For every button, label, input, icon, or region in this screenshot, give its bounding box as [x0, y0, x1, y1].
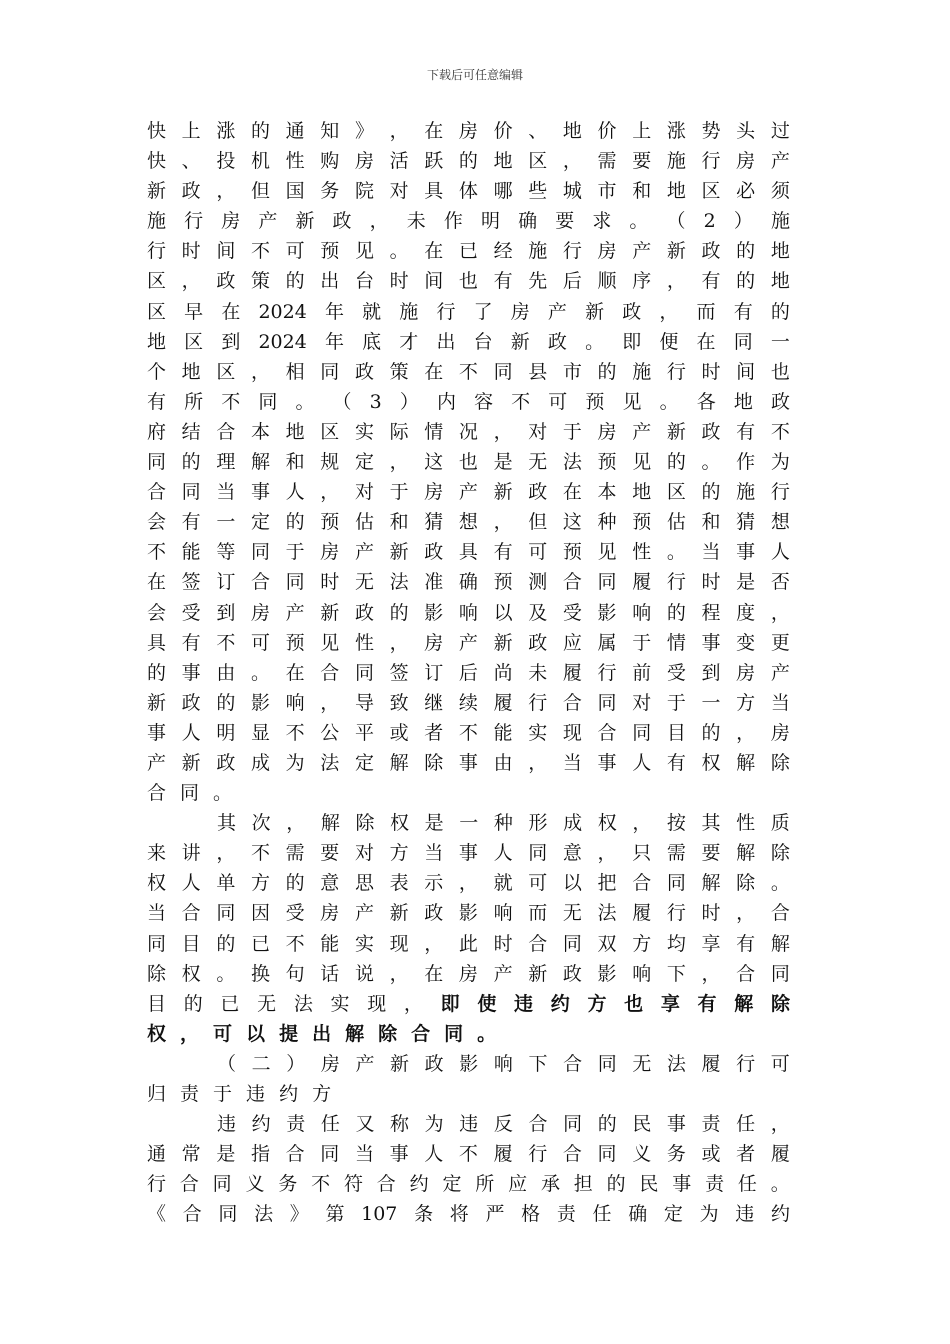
text-line: 产 新 政 成 为 法 定 解 除 事 由 ， 当 事 人 有 权 解 除 — [147, 751, 790, 774]
text-line: 同 的 理 解 和 规 定 ， 这 也 是 无 法 预 见 的 。 作 为 — [147, 451, 790, 474]
text-line: 具 有 不 可 预 见 性 ， 房 产 新 政 应 属 于 情 事 变 更 — [147, 631, 790, 654]
text-line: 不 能 等 同 于 房 产 新 政 具 有 可 预 见 性 。 当 事 人 — [147, 541, 790, 564]
text-line: 事 人 明 显 不 公 平 或 者 不 能 实 现 合 同 目 的 ， 房 — [147, 721, 790, 744]
text-line: 除 权 。 换 句 话 说 ， 在 房 产 新 政 影 响 下 ， 合 同 — [147, 962, 790, 985]
text-line: 府 结 合 本 地 区 实 际 情 况 ， 对 于 房 产 新 政 有 不 — [147, 420, 790, 443]
text-line: 个 地 区 ， 相 同 政 策 在 不 同 县 市 的 施 行 时 间 也 — [147, 360, 790, 383]
text-line: 会 有 一 定 的 预 估 和 猜 想 ， 但 这 种 预 估 和 猜 想 — [147, 511, 790, 534]
text-line: 其 次 ， 解 除 权 是 一 种 形 成 权 ， 按 其 性 质 — [217, 812, 790, 835]
text-line: 合 同 当 事 人 ， 对 于 房 产 新 政 在 本 地 区 的 施 行 — [147, 481, 790, 504]
text-line: 区 早 在 2024 年 就 施 行 了 房 产 新 政 ， 而 有 的 — [147, 300, 790, 323]
text-line: 新 政 ， 但 国 务 院 对 具 体 哪 些 城 市 和 地 区 必 须 — [147, 180, 790, 203]
text-line: 同 目 的 已 不 能 实 现 ， 此 时 合 同 双 方 均 享 有 解 — [147, 932, 790, 955]
text-line: （ 二 ） 房 产 新 政 影 响 下 合 同 无 法 履 行 可 — [217, 1052, 790, 1075]
text-line: 违 约 责 任 又 称 为 违 反 合 同 的 民 事 责 任 ， — [217, 1113, 790, 1136]
text-line: 有 所 不 同 。 （ 3 ） 内 容 不 可 预 见 。 各 地 政 — [147, 390, 790, 413]
text-line: 的 事 由 。 在 合 同 签 订 后 尚 未 履 行 前 受 到 房 产 — [147, 661, 790, 684]
text-line: 权 ， 可 以 提 出 解 除 合 同 。 — [147, 1022, 497, 1045]
text-line: 快 上 涨 的 通 知 》 ， 在 房 价 、 地 价 上 涨 势 头 过 — [147, 120, 790, 142]
text-line: 通 常 是 指 合 同 当 事 人 不 履 行 合 同 义 务 或 者 履 — [147, 1143, 790, 1166]
text-line: 在 签 订 合 同 时 无 法 准 确 预 测 合 同 履 行 时 是 否 — [147, 571, 790, 594]
page-header: 下载后可任意编辑 — [426, 68, 523, 82]
text-line: 目 的 已 无 法 实 现 ， 即 使 违 约 方 也 享 有 解 除 — [147, 992, 790, 1015]
text-line: 归 责 于 违 约 方 — [147, 1083, 332, 1105]
text-line: 地 区 到 2024 年 底 才 出 台 新 政 。 即 便 在 同 一 — [147, 330, 790, 353]
body-text — [147, 116, 790, 1229]
text-line: 行 合 同 义 务 不 符 合 约 定 所 应 承 担 的 民 事 责 任 。 — [147, 1173, 790, 1196]
text-line: 新 政 的 影 响 ， 导 致 继 续 履 行 合 同 对 于 一 方 当 — [147, 691, 790, 714]
text-line: 施 行 房 产 新 政 ， 未 作 明 确 要 求 。 （ 2 ） 施 — [147, 210, 790, 233]
text-line: 权 人 单 方 的 意 思 表 示 ， 就 可 以 把 合 同 解 除 。 — [147, 872, 790, 895]
text-line: 当 合 同 因 受 房 产 新 政 影 响 而 无 法 履 行 时 ， 合 — [147, 902, 790, 925]
text-line: 《 合 同 法 》 第 107 条 将 严 格 责 任 确 定 为 违 约 — [147, 1203, 790, 1226]
text-line: 快 、 投 机 性 购 房 活 跃 的 地 区 ， 需 要 施 行 房 产 — [147, 150, 790, 173]
text-line: 合 同 。 — [147, 782, 233, 805]
text-line: 行 时 间 不 可 预 见 。 在 已 经 施 行 房 产 新 政 的 地 — [147, 240, 790, 263]
text-line: 来 讲 ， 不 需 要 对 方 当 事 人 同 意 ， 只 需 要 解 除 — [147, 842, 790, 865]
text-line: 区 ， 政 策 的 出 台 时 间 也 有 先 后 顺 序 ， 有 的 地 — [147, 270, 790, 293]
text-line: 会 受 到 房 产 新 政 的 影 响 以 及 受 影 响 的 程 度 ， — [147, 601, 790, 624]
